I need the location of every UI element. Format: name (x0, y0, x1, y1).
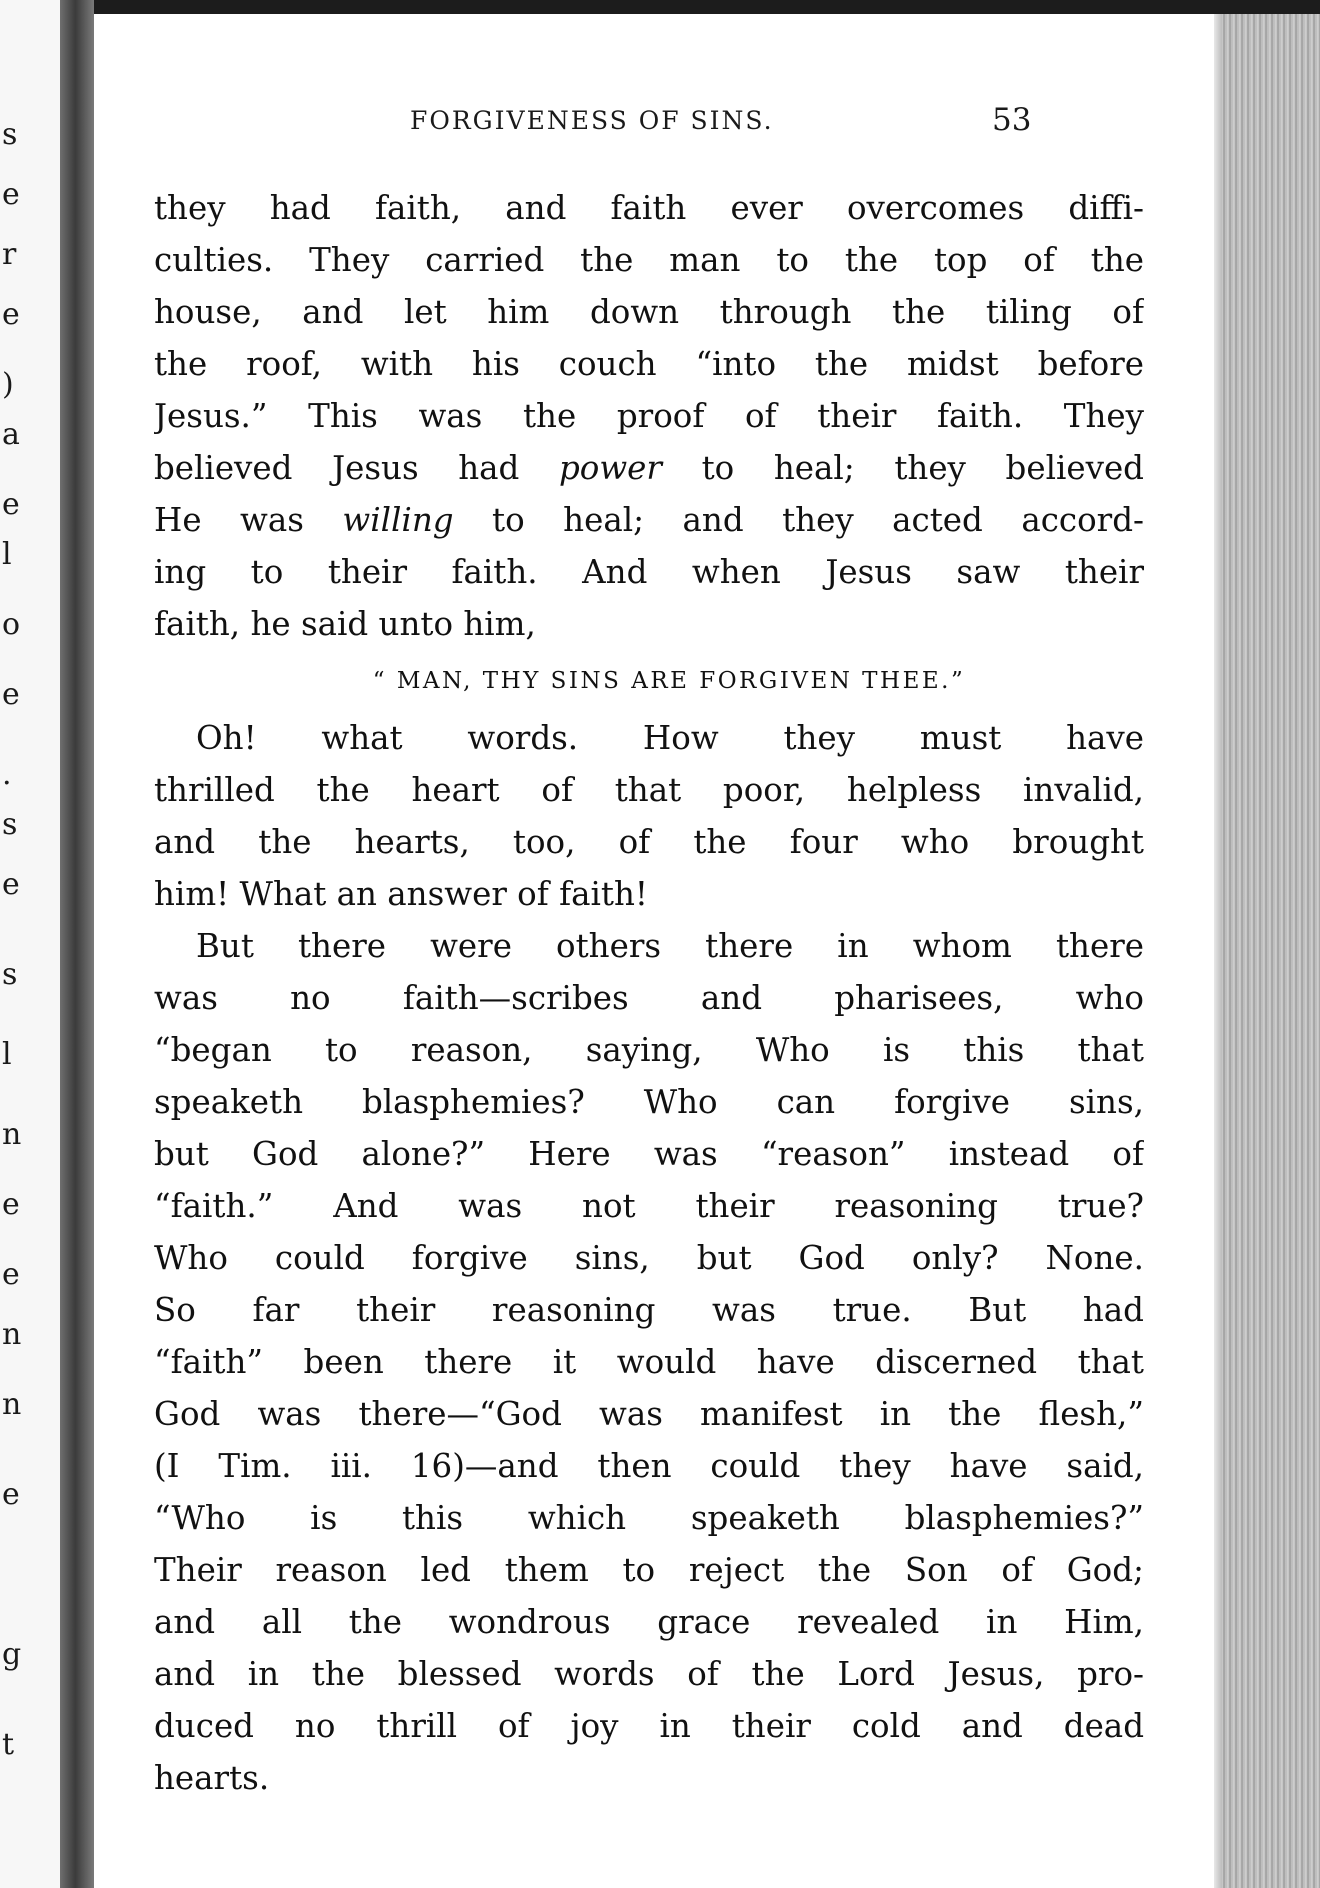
facing-page-glyph: g (2, 1637, 22, 1672)
facing-page-glyph: o (2, 607, 21, 642)
text-line: culties. They carried the man to the top of the (154, 241, 1144, 279)
text-line: him! What an answer of faith! (154, 875, 648, 913)
body-text (154, 182, 1144, 1804)
text-line: “faith” been there it would have discerned that (154, 1343, 1144, 1381)
text-line: was no faith—scribes and pharisees, who (154, 979, 1144, 1017)
text-line: duced no thrill of joy in their cold and dead (154, 1707, 1144, 1745)
text-line (154, 494, 1144, 546)
text-line: Oh! what words. How they must have (196, 719, 1144, 757)
facing-page-glyph: r (2, 237, 17, 272)
facing-page-glyph: t (2, 1727, 15, 1762)
text-line: God was there—“God was manifest in the flesh,” (154, 1395, 1144, 1433)
text-line: and in the blessed words of the Lord Jesus, pro- (154, 1655, 1144, 1693)
facing-page-glyph: e (2, 867, 20, 902)
facing-page-glyph: a (2, 417, 20, 452)
facing-page-glyph: e (2, 677, 20, 712)
text-line: ing to their faith. And when Jesus saw their (154, 553, 1144, 591)
facing-page-glyph: l (2, 537, 12, 572)
scan-top-edge (0, 0, 1320, 14)
facing-page-glyph: e (2, 1187, 20, 1222)
text-segment: believed Jesus had (154, 449, 559, 487)
text-line: (I Tim. iii. 16)—and then could they have said, (154, 1447, 1144, 1485)
text-line: Jesus.” This was the proof of their faith. They (154, 397, 1144, 435)
text-segment: He was (154, 501, 343, 539)
facing-page-glyph: s (2, 117, 18, 152)
facing-page-glyph: e (2, 1477, 20, 1512)
book-page (94, 14, 1214, 1888)
facing-page-glyph: e (2, 297, 20, 332)
text-line: but God alone?” Here was “reason” instead of (154, 1135, 1144, 1173)
italic-emphasis: power (558, 449, 662, 487)
text-line: and the hearts, too, of the four who brought (154, 823, 1144, 861)
text-line: faith, he said unto him, (154, 605, 536, 643)
facing-page-glyph: . (2, 757, 12, 792)
text-line: house, and let him down through the tiling of (154, 293, 1144, 331)
book-gutter (60, 0, 94, 1888)
text-line: and all the wondrous grace revealed in Him, (154, 1603, 1144, 1641)
facing-page-glyph: e (2, 1257, 20, 1292)
facing-page-glyph: ) (2, 367, 14, 402)
facing-page-glyph: s (2, 807, 18, 842)
text-line: So far their reasoning was true. But had (154, 1291, 1144, 1329)
page-block-edges (1214, 14, 1320, 1888)
text-line: Their reason led them to reject the Son of God; (154, 1551, 1144, 1589)
text-line: they had faith, and faith ever overcomes diffi- (154, 189, 1144, 227)
facing-page-glyph: n (2, 1317, 22, 1352)
text-line: thrilled the heart of that poor, helpless invalid, (154, 771, 1144, 809)
quoted-heading: “ MAN, THY SINS ARE FORGIVEN THEE.” (372, 668, 966, 694)
running-head (94, 102, 1134, 146)
facing-page-glyph: s (2, 957, 18, 992)
text-line: the roof, with his couch “into the midst before (154, 345, 1144, 383)
text-line (154, 442, 1144, 494)
facing-page-glyph: n (2, 1117, 22, 1152)
facing-page-glyph: n (2, 1387, 22, 1422)
facing-page-glyph: e (2, 487, 20, 522)
italic-emphasis: willing (342, 501, 454, 539)
text-line: “Who is this which speaketh blasphemies?” (154, 1499, 1144, 1537)
text-line: “began to reason, saying, Who is this that (154, 1031, 1144, 1069)
text-line: But there were others there in whom there (196, 927, 1144, 965)
text-segment: to heal; and they acted accord- (453, 501, 1144, 539)
facing-page-edge (0, 0, 60, 1888)
facing-page-glyph: l (2, 1037, 12, 1072)
text-segment: to heal; they believed (661, 449, 1144, 487)
text-line: hearts. (154, 1759, 270, 1797)
facing-page-glyph: e (2, 177, 20, 212)
text-line: “faith.” And was not their reasoning true? (154, 1187, 1144, 1225)
text-line: Who could forgive sins, but God only? None. (154, 1239, 1144, 1277)
page-number: 53 (992, 102, 1032, 138)
text-line: speaketh blasphemies? Who can forgive sins, (154, 1083, 1144, 1121)
running-head-title: FORGIVENESS OF SINS. (410, 106, 774, 135)
